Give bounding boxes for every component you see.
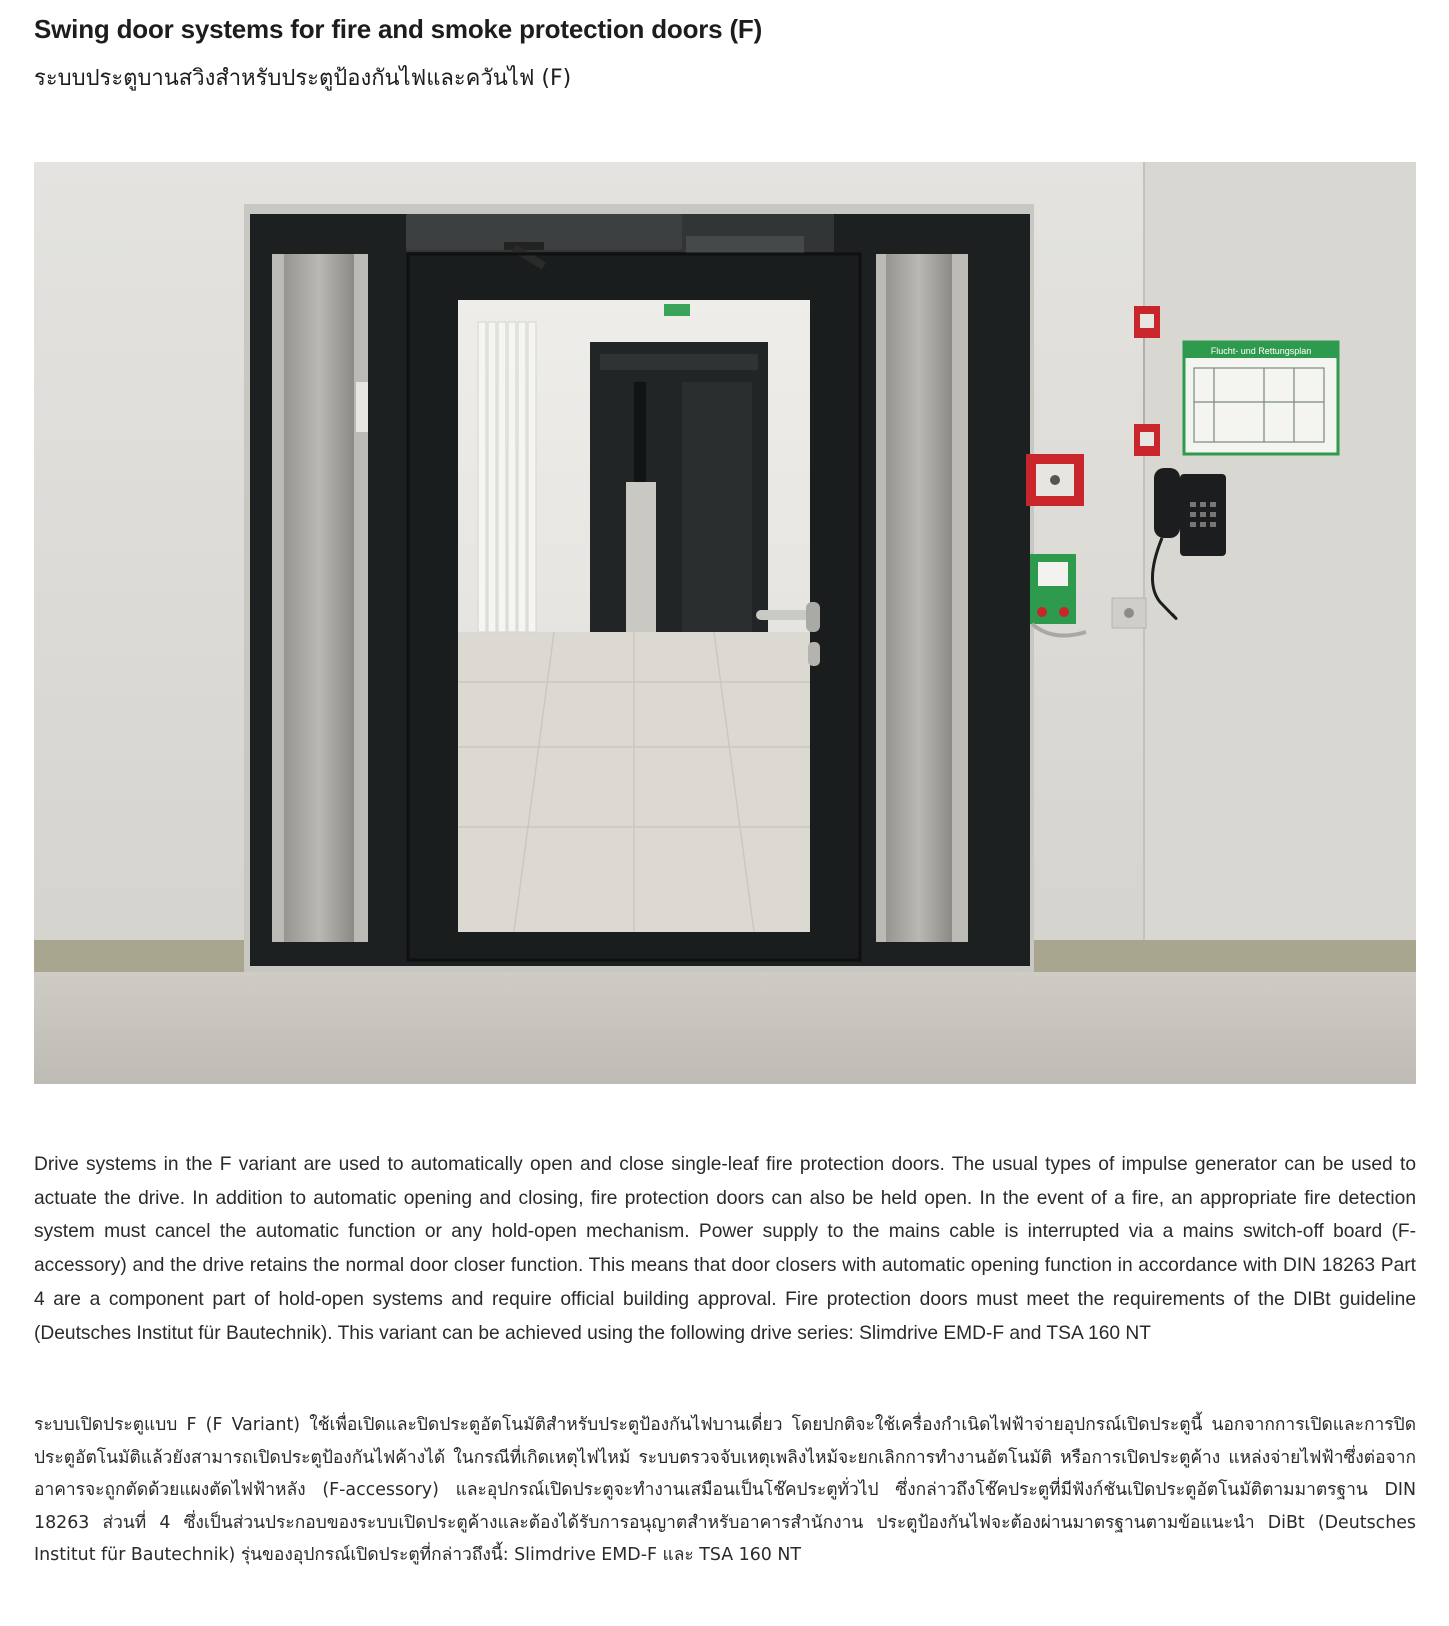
description-english: Drive systems in the F variant are used to automatically open and close single-leaf fire protection doors. The usual types of impulse generator can be used to actuate the drive. In addition to automatic opening and closing, fire protection doors can also be held open. In the event of a fire, an appropriate fire detection system must cancel the automatic function or any hold-open mechanism. Power supply to the mains cable is interrupted via a mains switch-off board (F-accessory) and the drive retains the normal door closer function. This means that door closers with automatic opening function in accordance with DIN 18263 Part 4 are a component part of hold-open systems and require official building approval. Fire protection doors must meet the requirements of the DIBt guideline (Deutsches Institut für Bautechnik). This variant can be achieved using the following drive series: Slimdrive EMD-F and TSA 160 NT <box>34 1154 1416 1344</box>
floor <box>34 972 1416 1084</box>
description-thai: ระบบเปิดประตูแบบ F (F Variant) ใช้เพื่อเปิดและปิดประตูอัตโนมัติสำหรับประตูป้องกันไฟบานเดี่ยว โดยปกติจะใช้เครื่องกำเนิดไฟฟ้าจ่ายอุปกรณ์เปิดประตูนี้ นอกจากการเปิดและการปิดประตูอัตโนมัติแล้วยังสามารถเปิดประตูป้องกันไฟค้างได้ ในกรณีที่เกิดเหตุไฟไหม้ ระบบตรวจจับเหตุเพลิงไหม้จะยกเลิกการทำงานอัตโนมัติ หรือการเปิดประตูค้าง แหล่งจ่ายไฟฟ้าซึ่งต่อจากอาคารจะถูกตัดด้วยแผงตัดไฟฟ้าหลัง (F-accessory) และอุปกรณ์เปิดประตูจะทำงานเสมือนเป็นโช๊คประตูทั่วไป ซึ่งกล่าวถึงโช๊คประตูที่มีฟังก์ชันเปิดประตูอัตโนมัติตามมาตรฐาน DIN 18263 ส่วนที่ 4 ซึ่งเป็นส่วนประกอบของระบบเปิดประตูค้างและต้องได้รับการอนุญาตสำหรับอาคารสำนักงาน ประตูป้องกันไฟจะต้องผ่านมาตรฐานตามข้อแนะนำ DiBt (Deutsches Institut für Bautechnik) รุ่นของอุปกรณ์เปิดประตูที่กล่าวถึงนี้: Slimdrive EMD-F และ TSA 160 NT <box>34 1415 1416 1566</box>
page-title: Swing door systems for fire and smoke protection doors (F) <box>34 14 763 44</box>
door-lock <box>808 642 820 666</box>
page-subtitle-thai: ระบบประตูบานสวิงสำหรับประตูป้องกันไฟและควันไฟ (F) <box>34 66 572 91</box>
evacuation-plan-label: Flucht- und Rettungsplan <box>1210 346 1312 356</box>
skirting-right <box>1006 940 1416 972</box>
evacuation-plan <box>1184 342 1338 454</box>
door-system-photo <box>34 162 1416 1084</box>
skirting-left <box>34 940 244 972</box>
